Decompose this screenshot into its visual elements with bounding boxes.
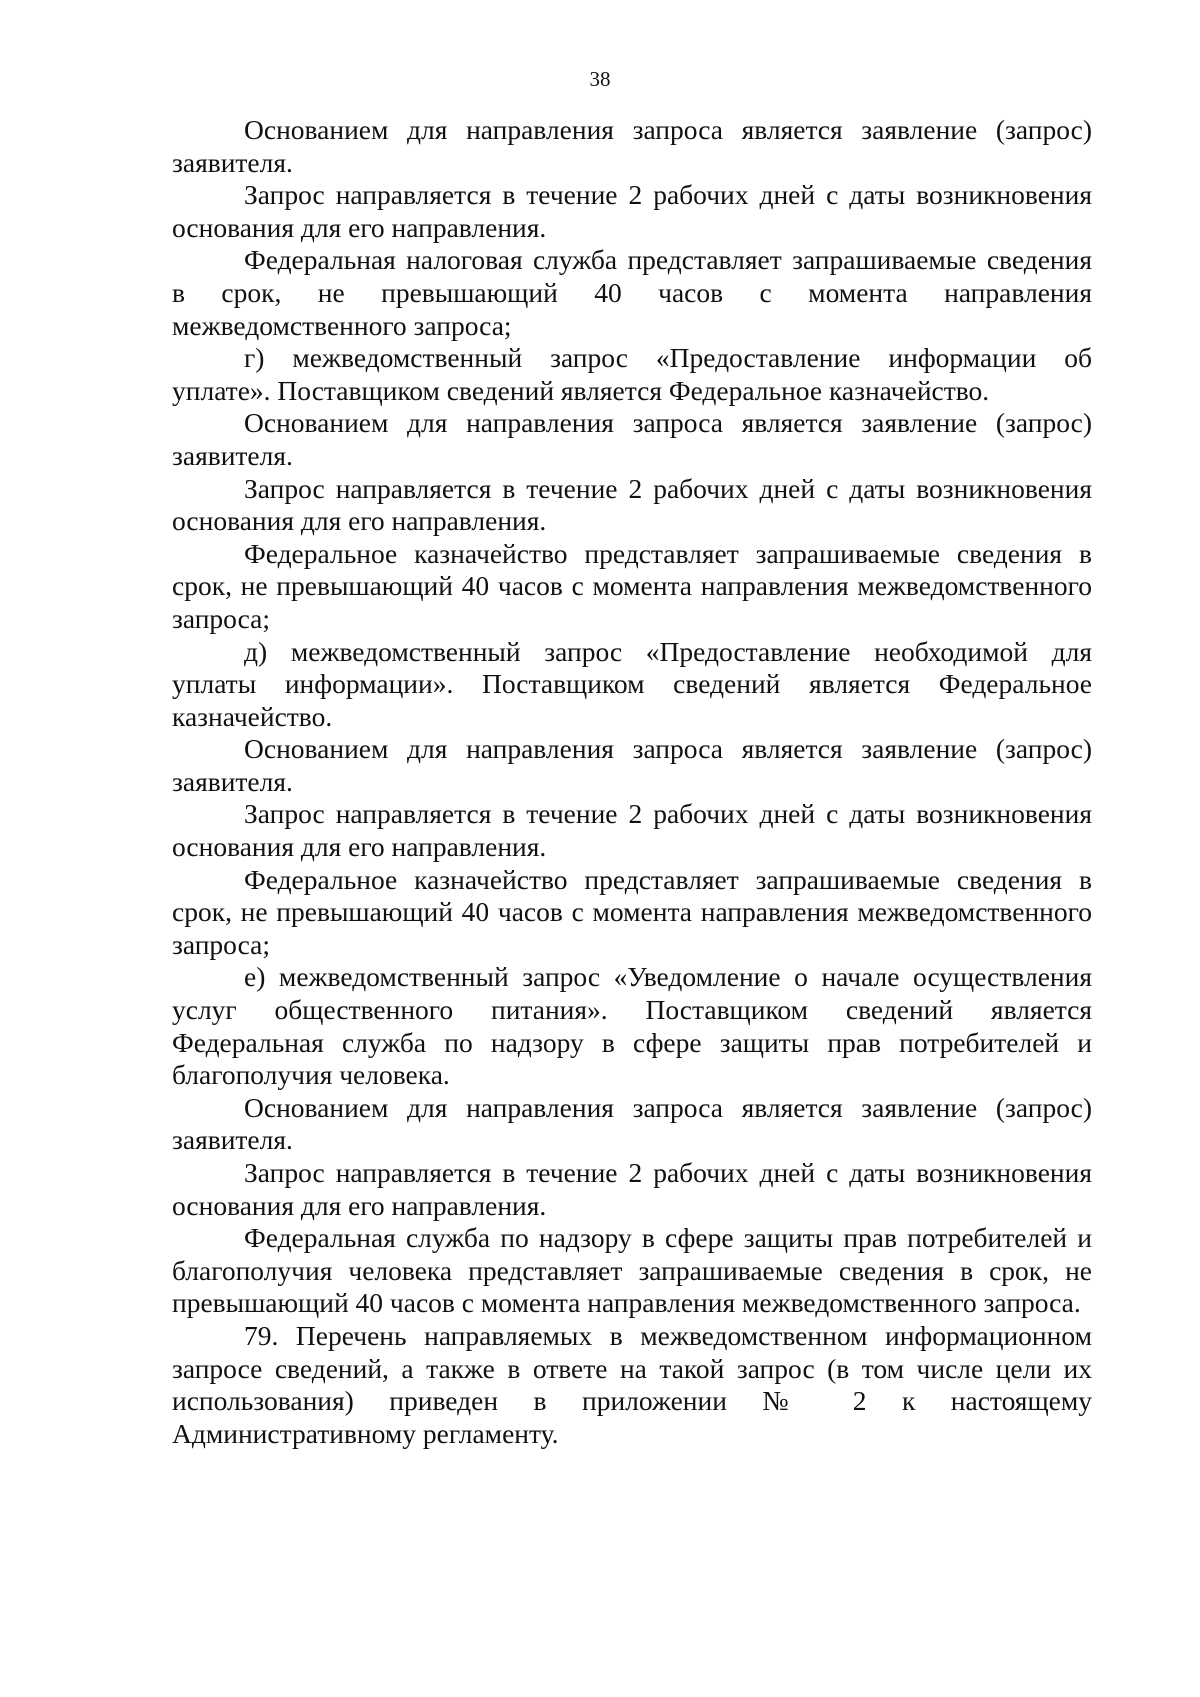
paragraph: д) межведомственный запрос «Предоставление необходимой для уплаты информации». Поставщиком сведений является Федеральное казначейство.	[172, 635, 1092, 732]
paragraph: Федеральное казначейство представляет запрашиваемые сведения в срок, не превышающий 40 часов с момента направления межведомственного запроса;	[172, 537, 1092, 634]
paragraph: Федеральное казначейство представляет запрашиваемые сведения в срок, не превышающий 40 часов с момента направления межведомственного запроса;	[172, 863, 1092, 960]
paragraph: Основанием для направления запроса является заявление (запрос) заявителя.	[172, 407, 1092, 471]
paragraph: Запрос направляется в течение 2 рабочих дней с даты возникновения основания для его направления.	[172, 472, 1092, 537]
paragraph: Основанием для направления запроса является заявление (запрос) заявителя.	[172, 733, 1092, 797]
paragraph: Запрос направляется в течение 2 рабочих дней с даты возникновения основания для его направления.	[172, 1157, 1092, 1221]
paragraph: 79. Перечень направляемых в межведомственном информационном запросе сведений, а также в ответе на такой запрос (в том числе цели их использования) приведен в приложении № 2 к настоящему Административному регламенту.	[172, 1319, 1092, 1449]
page-number: 38	[589, 67, 611, 91]
paragraph: Федеральная налоговая служба представляет запрашиваемые сведения в срок, не превышающий 40 часов с момента направления межведомственного запроса;	[172, 244, 1092, 341]
paragraph: Основанием для направления запроса является заявление (запрос) заявителя.	[172, 114, 1092, 178]
paragraph: г) межведомственный запрос «Предоставление информации об уплате». Поставщиком сведений является Федеральное казначейство.	[172, 342, 1092, 406]
paragraph: Запрос направляется в течение 2 рабочих дней с даты возникновения основания для его направления.	[172, 179, 1092, 243]
paragraph: е) межведомственный запрос «Уведомление о начале осуществления услуг общественного питания». Поставщиком сведений является Федеральная служба по надзору в сфере защиты прав потребителей и благополучия человека.	[172, 961, 1092, 1091]
paragraph: Федеральная служба по надзору в сфере защиты прав потребителей и благополучия человека представляет запрашиваемые сведения в срок, не превышающий 40 часов с момента направления межведомственного запроса.	[172, 1222, 1092, 1319]
paragraph: Запрос направляется в течение 2 рабочих дней с даты возникновения основания для его направления.	[172, 798, 1092, 863]
document-body	[172, 114, 1092, 1450]
paragraph: Основанием для направления запроса является заявление (запрос) заявителя.	[172, 1091, 1092, 1156]
